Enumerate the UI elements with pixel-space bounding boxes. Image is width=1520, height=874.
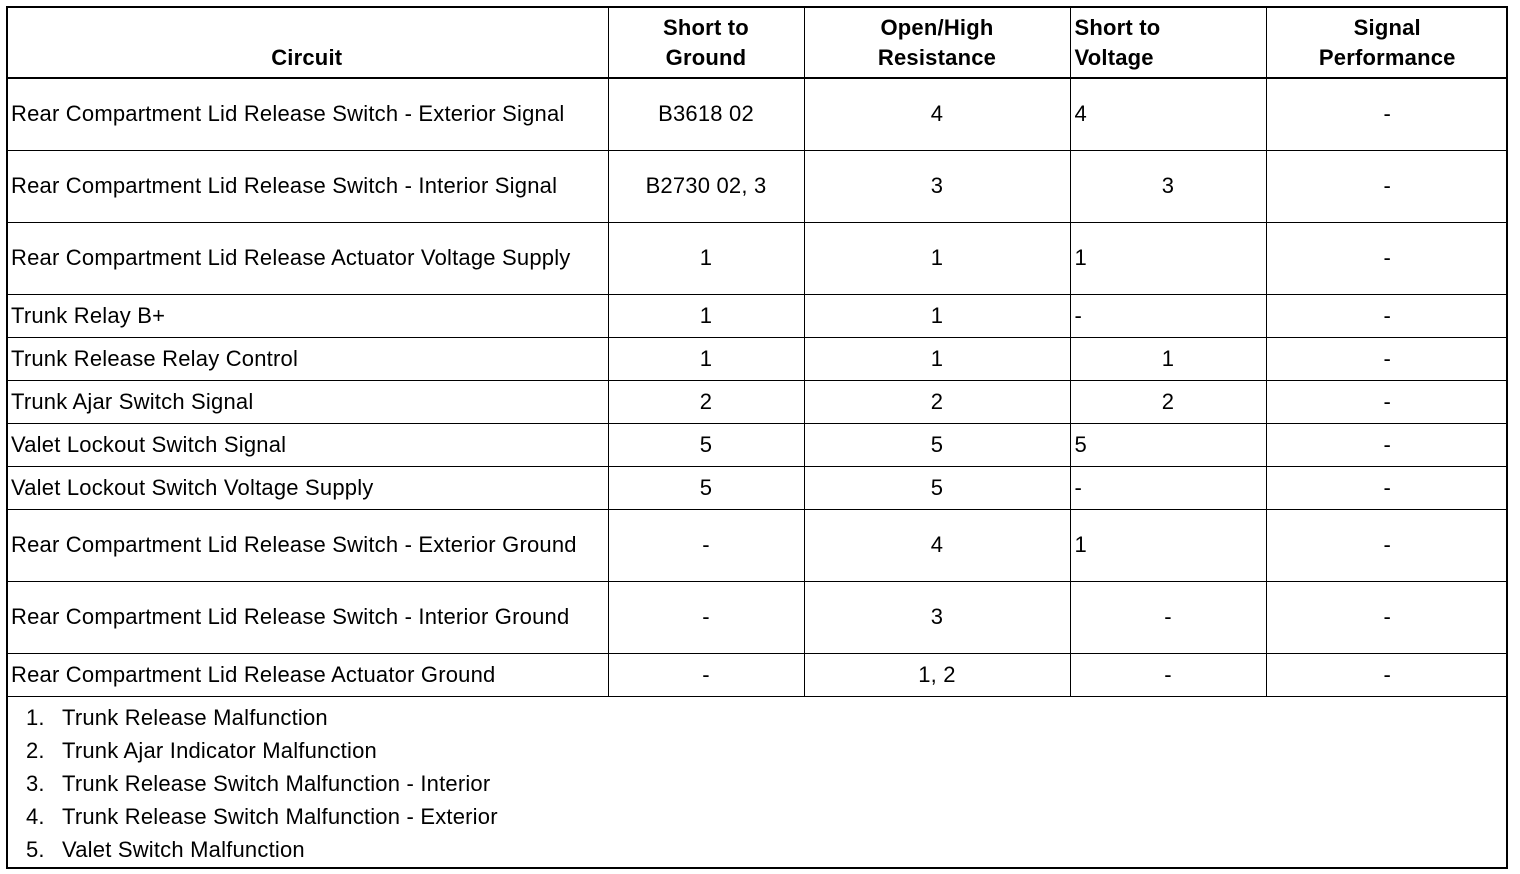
signal-performance-cell: - [1266,78,1508,150]
table-row [6,222,1508,294]
footnote-number: 2. [26,738,45,763]
short-to-voltage-cell: 1 [1070,509,1266,581]
table-row [6,380,1508,423]
open-high-resistance-cell: 3 [804,581,1070,653]
short-to-voltage-cell: 5 [1070,423,1266,466]
short-to-voltage-cell: - [1070,581,1266,653]
table-row [6,337,1508,380]
open-high-resistance-cell: 2 [804,380,1070,423]
header-open-high-resistance: Open/High Resistance [804,6,1070,78]
circuit-cell: Valet Lockout Switch Signal [6,423,608,466]
short-to-voltage-cell: - [1070,294,1266,337]
signal-performance-cell: - [1266,581,1508,653]
short-to-voltage-cell: 3 [1070,150,1266,222]
header-short-to-ground: Short to Ground [608,6,804,78]
table-row [6,78,1508,150]
short-to-ground-cell: 5 [608,423,804,466]
signal-performance-cell: - [1266,466,1508,509]
footnote-text: Trunk Release Switch Malfunction - Interior [62,771,491,796]
circuit-cell: Rear Compartment Lid Release Actuator Voltage Supply [6,222,608,294]
footnote-item [26,767,498,800]
short-to-ground-cell: - [608,581,804,653]
signal-performance-cell: - [1266,509,1508,581]
circuit-cell: Rear Compartment Lid Release Switch - Interior Ground [6,581,608,653]
short-to-voltage-cell: - [1070,653,1266,696]
short-to-ground-cell: 2 [608,380,804,423]
open-high-resistance-cell: 5 [804,466,1070,509]
open-high-resistance-cell: 1 [804,294,1070,337]
footnote-text: Valet Switch Malfunction [62,837,305,862]
header-short-to-voltage: Short to Voltage [1070,6,1266,78]
open-high-resistance-cell: 4 [804,78,1070,150]
short-to-voltage-cell: 4 [1070,78,1266,150]
diagnostic-table [6,6,1508,697]
short-to-ground-cell: B3618 02 [608,78,804,150]
short-to-ground-cell: 5 [608,466,804,509]
circuit-cell: Trunk Ajar Switch Signal [6,380,608,423]
short-to-voltage-cell: 2 [1070,380,1266,423]
signal-performance-cell: - [1266,380,1508,423]
circuit-cell: Valet Lockout Switch Voltage Supply [6,466,608,509]
open-high-resistance-cell: 1 [804,222,1070,294]
short-to-ground-cell: 1 [608,222,804,294]
circuit-cell: Rear Compartment Lid Release Switch - Exterior Signal [6,78,608,150]
short-to-voltage-cell: 1 [1070,222,1266,294]
short-to-ground-cell: - [608,509,804,581]
open-high-resistance-cell: 3 [804,150,1070,222]
short-to-ground-cell: - [608,653,804,696]
signal-performance-cell: - [1266,222,1508,294]
circuit-cell: Trunk Release Relay Control [6,337,608,380]
table-row [6,466,1508,509]
short-to-voltage-cell: 1 [1070,337,1266,380]
circuit-cell: Trunk Relay B+ [6,294,608,337]
table-row [6,581,1508,653]
circuit-cell: Rear Compartment Lid Release Switch - Exterior Ground [6,509,608,581]
open-high-resistance-cell: 4 [804,509,1070,581]
footnote-text: Trunk Release Switch Malfunction - Exterior [62,804,498,829]
signal-performance-cell: - [1266,294,1508,337]
footnote-item [26,833,498,866]
short-to-ground-cell: 1 [608,294,804,337]
footnote-text: Trunk Release Malfunction [62,705,328,730]
footnote-number: 4. [26,804,45,829]
circuit-cell: Rear Compartment Lid Release Switch - Interior Signal [6,150,608,222]
short-to-ground-cell: 1 [608,337,804,380]
short-to-voltage-cell: - [1070,466,1266,509]
footnote-number: 1. [26,705,45,730]
footnotes-list [26,701,498,866]
short-to-ground-cell: B2730 02, 3 [608,150,804,222]
header-signal-performance: Signal Performance [1266,6,1508,78]
footnote-number: 3. [26,771,45,796]
open-high-resistance-cell: 1, 2 [804,653,1070,696]
signal-performance-cell: - [1266,150,1508,222]
table-row [6,423,1508,466]
table-row [6,150,1508,222]
circuit-cell: Rear Compartment Lid Release Actuator Ground [6,653,608,696]
footnote-item [26,734,498,767]
table-row [6,294,1508,337]
footnote-item [26,800,498,833]
signal-performance-cell: - [1266,337,1508,380]
footnote-item [26,701,498,734]
open-high-resistance-cell: 1 [804,337,1070,380]
footnote-text: Trunk Ajar Indicator Malfunction [62,738,377,763]
signal-performance-cell: - [1266,653,1508,696]
header-circuit: Circuit [6,6,608,78]
footnote-number: 5. [26,837,45,862]
signal-performance-cell: - [1266,423,1508,466]
header-row [6,6,1508,78]
table-row [6,509,1508,581]
table-row [6,653,1508,696]
open-high-resistance-cell: 5 [804,423,1070,466]
